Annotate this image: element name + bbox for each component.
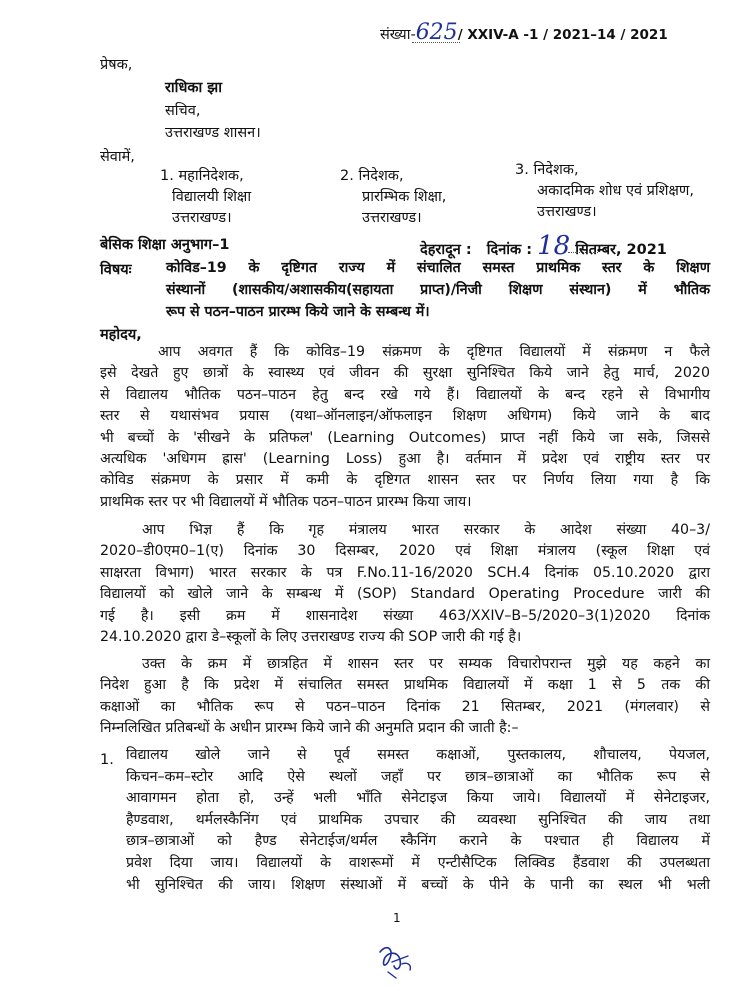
list-item-number: 1. <box>100 752 114 768</box>
paragraph-line: गई है। इसी क्रम में शासनादेश संख्या 463/XXIV–B–5/2020–3(1)2020 दिनांक <box>100 607 710 624</box>
date-rest: सितम्बर, 2021 <box>575 242 667 258</box>
list-item-line: छात्र–छात्राओं को हैण्ड सेनेटाईज/थर्मल स्कैनिंग कराने के पश्चात ही विद्यालय में <box>126 833 710 850</box>
paragraph-line: अत्यधिक 'अधिगम ह्रास' (Learning Loss) हुआ है। वर्तमान में प्रदेश एवं राष्ट्रीय स्तर पर <box>100 451 710 468</box>
paragraph-3 <box>100 654 710 740</box>
subject-line: कोविड–19 के दृष्टिगत राज्य में संचालित समस्त प्राथमिक स्तर के शिक्षण <box>166 260 710 276</box>
paragraph-line: कोविड संक्रमण के प्रसार में कमी के दृष्टिगत शासन स्तर पर निर्णय लिया गया है कि <box>100 472 710 489</box>
recipient-2-line-2: प्रारम्भिक शिक्षा, <box>362 189 447 205</box>
paragraph-line: विद्यालयों को खोले जाने के सम्बन्ध में (SOP) Standard Operating Procedure जारी की <box>100 586 710 603</box>
reference-dotted-underline <box>412 42 460 43</box>
paragraph-line: आप भिज्ञ हैं कि गृह मंत्रालय भारत सरकार के आदेश संख्या 40–3/ <box>142 522 710 538</box>
paragraph-line: निदेश हुआ है कि प्रदेश में संचालित समस्त प्राथमिक विद्यालयों में कक्षा 1 से 5 तक की <box>100 677 710 694</box>
page-number: 1 <box>393 911 401 925</box>
subject-line: संस्थानों (शासकीय/अशासकीय(सहायता प्राप्त)/निजी शिक्षण संस्थान) में भौतिक <box>166 282 710 298</box>
paragraph-line: आप अवगत हैं कि कोविड–19 संक्रमण के दृष्टिगत विद्यालयों में संक्रमण न फैले <box>158 344 710 360</box>
reference-number <box>380 22 668 44</box>
paragraph-line: उक्त के क्रम में छात्रहित में शासन स्तर पर सम्यक विचारोपरान्त मुझे यह कहने का <box>142 656 710 672</box>
recipient-2-line-3: उत्तराखण्ड। <box>362 210 422 226</box>
date-label: दिनांक : <box>486 242 532 258</box>
paragraph-line: कक्षाओं का भौतिक रूप से पठन–पाठन दिनांक 21 सितम्बर, 2021 (मंगलवार) से <box>100 698 710 715</box>
recipient-2 <box>340 166 446 229</box>
recipient-3-line-2: अकादमिक शोध एवं प्रशिक्षण, <box>537 183 695 199</box>
sender-office: उत्तराखण्ड शासन। <box>165 125 261 141</box>
reference-handwritten-number: 625 <box>415 20 458 45</box>
subject-label: विषयः <box>100 262 132 278</box>
section-name: बेसिक शिक्षा अनुभाग–1 <box>100 237 230 253</box>
list-item-line: विद्यालय खोले जाने से पूर्व समस्त कक्षाओं, पुस्तकालय, शौचालय, पेयजल, <box>126 747 710 763</box>
recipients-label: सेवामें, <box>100 149 135 165</box>
reference-suffix: / XXIV-A -1 / 2021–14 / 2021 <box>457 27 668 43</box>
subject-line: रूप से पठन–पाठन प्रारम्भ किये जाने के सम्बन्ध में। <box>166 304 430 320</box>
recipient-3-line-1: 3. निदेशक, <box>515 162 579 178</box>
paragraph-2 <box>100 520 710 648</box>
list-item-line: आवागमन होता हो, उन्हें भली भाँति सेनेटाइज किया जाये। विद्यालयों में सेनेटाइजर, <box>126 790 710 807</box>
date-dotted-underline <box>568 252 598 253</box>
salutation: महोदय, <box>100 327 142 343</box>
paragraph-line: प्राथमिक स्तर पर भी विद्यालयों में भौतिक पठन–पाठन प्रारम्भ किया जाय। <box>100 493 472 510</box>
paragraph-line: निम्नलिखित प्रतिबन्धों के अधीन प्रारम्भ किये जाने की अनुमति प्रदान की जाती है:– <box>100 720 519 737</box>
list-item-line: हैण्डवाश, थर्मलस्कैनिंग एवं प्राथमिक उपचार की व्यवस्था सुनिश्चित की जाय तथा <box>126 811 710 828</box>
paragraph-line: भी बच्चों के 'सीखने के प्रतिफल' (Learning Outcomes) प्राप्त नहीं किये जा सके, जिससे <box>100 429 710 446</box>
sender-label: प्रेषक, <box>100 57 133 73</box>
date-handwritten-day: 18 <box>537 231 571 261</box>
paragraph-line: स्तर से यथासंभव प्रयास (यथा–ऑनलाइन/ऑफलाइन शिक्षण अधिगम) किये जाने के बाद <box>100 408 710 425</box>
paragraph-line: साक्षरता विभाग) भारत सरकार के पत्र F.No.11-16/2020 SCH.4 दिनांक 05.10.2020 द्वारा <box>100 564 710 581</box>
recipient-1 <box>160 166 251 229</box>
paragraph-line: 2020–डी0एम0–1(ए) दिनांक 30 दिसम्बर, 2020 एवं शिक्षा मंत्रालय (स्कूल शिक्षा एवं <box>100 543 710 560</box>
date-place: देहरादून : <box>420 242 472 258</box>
reference-prefix: संख्या- <box>380 27 416 43</box>
sender-designation: सचिव, <box>165 103 201 119</box>
recipient-2-line-1: 2. निदेशक, <box>340 168 404 184</box>
paragraph-line: इसे देखते हुए छात्रों के स्वास्थ्य एवं जीवन की सुरक्षा सुनिश्चित किये जाने हेतु मार्च, 2020 <box>100 365 710 382</box>
list-item-line: किचन–कम–स्टोर आदि ऐसे स्थलों जहाँ पर छात्र–छात्राओं का भौतिक रूप से <box>126 768 710 785</box>
recipient-3 <box>515 160 694 223</box>
recipient-1-line-3: उत्तराखण्ड। <box>172 210 232 226</box>
list-item-1 <box>126 745 710 896</box>
list-item-line: प्रवेश दिया जाय। विद्यालयों के वाशरूमों में एन्टीसैप्टिक लिक्विड हैंडवाश की उपलब्धता <box>126 854 710 871</box>
paragraph-line: से विद्यालय भौतिक पठन–पाठन हेतु बन्द रखे गये हैं। विद्यालयों के बन्द रहने से विभागीय <box>100 386 710 403</box>
sender-name: राधिका झा <box>165 80 223 96</box>
date-line <box>420 233 667 259</box>
handwritten-initials-signature <box>372 942 420 982</box>
recipient-1-line-2: विद्यालयी शिक्षा <box>172 189 252 205</box>
paragraph-1 <box>100 342 710 513</box>
recipient-3-line-3: उत्तराखण्ड। <box>537 204 597 220</box>
subject-text <box>166 257 710 323</box>
recipient-1-line-1: 1. महानिदेशक, <box>160 168 244 184</box>
list-item-line: भी सुनिश्चित की जाय। शिक्षण संस्थाओं में बच्चों के पीने के पानी का स्थल भी भली <box>126 876 710 893</box>
paragraph-line: 24.10.2020 द्वारा डे–स्कूलों के लिए उत्तराखण्ड राज्य की SOP जारी की गई है। <box>100 629 522 646</box>
